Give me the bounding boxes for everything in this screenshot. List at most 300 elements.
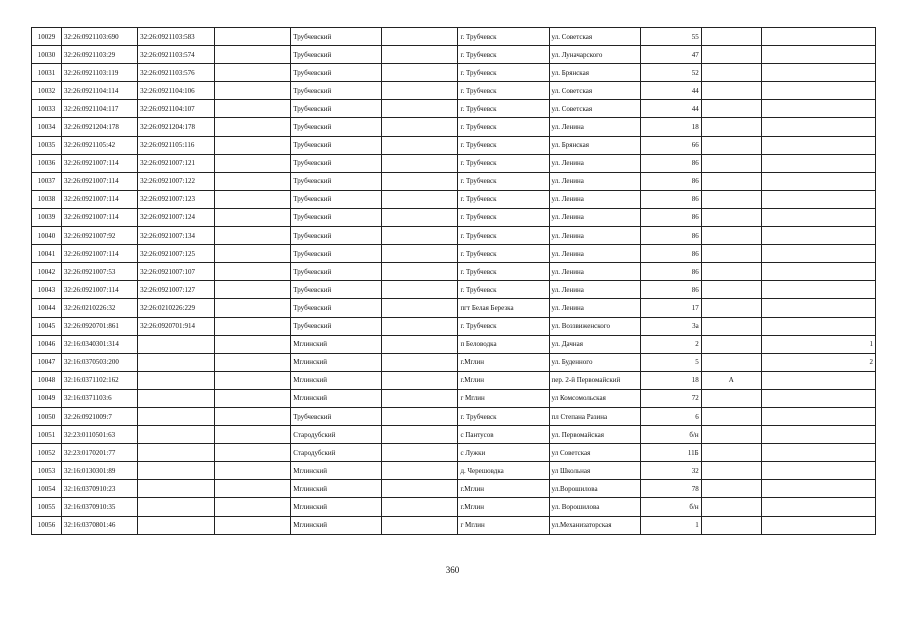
- cadastral-number-cell: 32:26:0210226:32: [62, 299, 138, 317]
- street-cell: ул. Ленина: [549, 245, 640, 263]
- empty-cell: [215, 136, 291, 154]
- cadastral-number-cell: 32:26:0921007:92: [62, 227, 138, 245]
- table-row: [32, 245, 876, 263]
- empty-cell: [382, 389, 458, 407]
- object-number-cell: 32:26:0921104:107: [138, 100, 215, 118]
- table-row: [32, 172, 876, 190]
- row-number-cell: 10040: [32, 227, 62, 245]
- row-number-cell: 10041: [32, 245, 62, 263]
- house-cell: 18: [640, 118, 701, 136]
- apartment-cell: [761, 208, 875, 226]
- empty-cell: [215, 480, 291, 498]
- settlement-cell: г. Трубчевск: [458, 28, 549, 46]
- street-cell: ул. Ленина: [549, 118, 640, 136]
- table-row: [32, 462, 876, 480]
- street-cell: ул Советская: [549, 444, 640, 462]
- house-cell: 86: [640, 154, 701, 172]
- row-number-cell: 10054: [32, 480, 62, 498]
- apartment-cell: 2: [761, 353, 875, 371]
- table-row: [32, 389, 876, 407]
- settlement-cell: г. Трубчевск: [458, 172, 549, 190]
- table-row: [32, 516, 876, 534]
- litera-cell: [701, 100, 761, 118]
- row-number-cell: 10033: [32, 100, 62, 118]
- litera-cell: [701, 82, 761, 100]
- district-cell: Трубчевский: [291, 100, 382, 118]
- row-number-cell: 10044: [32, 299, 62, 317]
- cadastral-number-cell: 32:26:0921007:114: [62, 172, 138, 190]
- apartment-cell: [761, 172, 875, 190]
- street-cell: ул. Луначарского: [549, 46, 640, 64]
- house-cell: 66: [640, 136, 701, 154]
- house-cell: 86: [640, 190, 701, 208]
- cadastral-number-cell: 32:26:0921007:114: [62, 208, 138, 226]
- empty-cell: [215, 46, 291, 64]
- empty-cell: [215, 208, 291, 226]
- table-row: [32, 371, 876, 389]
- settlement-cell: г. Трубчевск: [458, 118, 549, 136]
- apartment-cell: [761, 389, 875, 407]
- house-cell: 86: [640, 227, 701, 245]
- litera-cell: [701, 317, 761, 335]
- district-cell: Мглинский: [291, 480, 382, 498]
- register-table: [31, 27, 876, 535]
- row-number-cell: 10043: [32, 281, 62, 299]
- cadastral-number-cell: 32:26:0921103:690: [62, 28, 138, 46]
- table-row: [32, 118, 876, 136]
- row-number-cell: 10034: [32, 118, 62, 136]
- object-number-cell: [138, 498, 215, 516]
- apartment-cell: [761, 480, 875, 498]
- street-cell: ул. Ленина: [549, 299, 640, 317]
- row-number-cell: 10052: [32, 444, 62, 462]
- cadastral-number-cell: 32:26:0921104:114: [62, 82, 138, 100]
- cadastral-number-cell: 32:26:0921009:7: [62, 407, 138, 425]
- settlement-cell: г. Трубчевск: [458, 154, 549, 172]
- row-number-cell: 10046: [32, 335, 62, 353]
- apartment-cell: [761, 245, 875, 263]
- district-cell: Мглинский: [291, 389, 382, 407]
- street-cell: ул.Ворошилова: [549, 480, 640, 498]
- empty-cell: [215, 516, 291, 534]
- street-cell: ул Комсомольская: [549, 389, 640, 407]
- apartment-cell: [761, 516, 875, 534]
- settlement-cell: г.Мглин: [458, 498, 549, 516]
- empty-cell: [382, 299, 458, 317]
- litera-cell: [701, 281, 761, 299]
- empty-cell: [215, 64, 291, 82]
- apartment-cell: [761, 498, 875, 516]
- litera-cell: [701, 118, 761, 136]
- litera-cell: [701, 245, 761, 263]
- litera-cell: [701, 154, 761, 172]
- cadastral-number-cell: 32:26:0921007:53: [62, 263, 138, 281]
- cadastral-number-cell: 32:16:0370910:23: [62, 480, 138, 498]
- settlement-cell: п Беловодка: [458, 335, 549, 353]
- litera-cell: [701, 136, 761, 154]
- house-cell: 86: [640, 281, 701, 299]
- settlement-cell: г. Трубчевск: [458, 245, 549, 263]
- street-cell: ул. Ленина: [549, 281, 640, 299]
- table-row: [32, 208, 876, 226]
- house-cell: 86: [640, 263, 701, 281]
- empty-cell: [382, 498, 458, 516]
- object-number-cell: 32:26:0920701:914: [138, 317, 215, 335]
- street-cell: ул. Брянская: [549, 64, 640, 82]
- litera-cell: [701, 462, 761, 480]
- district-cell: Трубчевский: [291, 154, 382, 172]
- row-number-cell: 10037: [32, 172, 62, 190]
- object-number-cell: [138, 426, 215, 444]
- litera-cell: [701, 190, 761, 208]
- district-cell: Трубчевский: [291, 407, 382, 425]
- empty-cell: [215, 190, 291, 208]
- object-number-cell: [138, 371, 215, 389]
- table-row: [32, 281, 876, 299]
- cadastral-number-cell: 32:16:0371103:6: [62, 389, 138, 407]
- litera-cell: [701, 389, 761, 407]
- apartment-cell: [761, 46, 875, 64]
- empty-cell: [382, 208, 458, 226]
- litera-cell: [701, 498, 761, 516]
- street-cell: ул. Брянская: [549, 136, 640, 154]
- district-cell: Трубчевский: [291, 208, 382, 226]
- street-cell: ул. Ленина: [549, 172, 640, 190]
- row-number-cell: 10047: [32, 353, 62, 371]
- table-row: [32, 263, 876, 281]
- district-cell: Мглинский: [291, 335, 382, 353]
- settlement-cell: г. Трубчевск: [458, 407, 549, 425]
- street-cell: ул. Советская: [549, 28, 640, 46]
- apartment-cell: [761, 371, 875, 389]
- street-cell: пл Степана Разина: [549, 407, 640, 425]
- house-cell: 1: [640, 516, 701, 534]
- row-number-cell: 10032: [32, 82, 62, 100]
- apartment-cell: [761, 227, 875, 245]
- table-row: [32, 154, 876, 172]
- house-cell: б/н: [640, 426, 701, 444]
- empty-cell: [382, 371, 458, 389]
- row-number-cell: 10036: [32, 154, 62, 172]
- street-cell: ул. Ленина: [549, 154, 640, 172]
- apartment-cell: [761, 299, 875, 317]
- house-cell: 47: [640, 46, 701, 64]
- empty-cell: [382, 136, 458, 154]
- litera-cell: [701, 227, 761, 245]
- table-row: [32, 299, 876, 317]
- cadastral-number-cell: 32:16:0130301:89: [62, 462, 138, 480]
- empty-cell: [215, 227, 291, 245]
- house-cell: 86: [640, 245, 701, 263]
- settlement-cell: г. Трубчевск: [458, 190, 549, 208]
- object-number-cell: 32:26:0921103:576: [138, 64, 215, 82]
- object-number-cell: 32:26:0921007:127: [138, 281, 215, 299]
- table-row: [32, 227, 876, 245]
- empty-cell: [382, 245, 458, 263]
- street-cell: ул. Ленина: [549, 208, 640, 226]
- table-row: [32, 136, 876, 154]
- district-cell: Мглинский: [291, 498, 382, 516]
- street-cell: ул.Механизаторская: [549, 516, 640, 534]
- empty-cell: [382, 263, 458, 281]
- empty-cell: [215, 28, 291, 46]
- empty-cell: [215, 389, 291, 407]
- object-number-cell: [138, 480, 215, 498]
- district-cell: Мглинский: [291, 462, 382, 480]
- district-cell: Трубчевский: [291, 227, 382, 245]
- street-cell: ул. Ленина: [549, 227, 640, 245]
- house-cell: 55: [640, 28, 701, 46]
- empty-cell: [215, 353, 291, 371]
- table-row: [32, 46, 876, 64]
- settlement-cell: г.Мглин: [458, 480, 549, 498]
- settlement-cell: г. Трубчевск: [458, 208, 549, 226]
- cadastral-number-cell: 32:26:0921104:117: [62, 100, 138, 118]
- empty-cell: [382, 190, 458, 208]
- table-row: [32, 190, 876, 208]
- object-number-cell: [138, 444, 215, 462]
- object-number-cell: [138, 335, 215, 353]
- row-number-cell: 10031: [32, 64, 62, 82]
- house-cell: 17: [640, 299, 701, 317]
- empty-cell: [215, 263, 291, 281]
- litera-cell: [701, 172, 761, 190]
- table-row: [32, 407, 876, 425]
- litera-cell: [701, 480, 761, 498]
- litera-cell: [701, 426, 761, 444]
- street-cell: ул. Ленина: [549, 263, 640, 281]
- object-number-cell: 32:26:0921007:122: [138, 172, 215, 190]
- litera-cell: [701, 46, 761, 64]
- litera-cell: [701, 28, 761, 46]
- settlement-cell: с Пантусов: [458, 426, 549, 444]
- district-cell: Стародубский: [291, 426, 382, 444]
- litera-cell: [701, 335, 761, 353]
- apartment-cell: [761, 407, 875, 425]
- street-cell: ул. Дачная: [549, 335, 640, 353]
- apartment-cell: [761, 263, 875, 281]
- district-cell: Мглинский: [291, 516, 382, 534]
- empty-cell: [215, 444, 291, 462]
- row-number-cell: 10056: [32, 516, 62, 534]
- table-row: [32, 498, 876, 516]
- object-number-cell: [138, 389, 215, 407]
- house-cell: 86: [640, 172, 701, 190]
- empty-cell: [382, 100, 458, 118]
- empty-cell: [215, 100, 291, 118]
- object-number-cell: 32:26:0921007:124: [138, 208, 215, 226]
- settlement-cell: г. Трубчевск: [458, 82, 549, 100]
- settlement-cell: г.Мглин: [458, 353, 549, 371]
- street-cell: ул. Воззвиженского: [549, 317, 640, 335]
- empty-cell: [215, 407, 291, 425]
- settlement-cell: г. Трубчевск: [458, 263, 549, 281]
- empty-cell: [382, 227, 458, 245]
- row-number-cell: 10050: [32, 407, 62, 425]
- apartment-cell: [761, 154, 875, 172]
- apartment-cell: [761, 100, 875, 118]
- settlement-cell: г. Трубчевск: [458, 227, 549, 245]
- settlement-cell: г. Трубчевск: [458, 281, 549, 299]
- street-cell: ул. Буденного: [549, 353, 640, 371]
- table-row: [32, 28, 876, 46]
- empty-cell: [382, 444, 458, 462]
- empty-cell: [382, 28, 458, 46]
- empty-cell: [215, 299, 291, 317]
- object-number-cell: [138, 516, 215, 534]
- house-cell: б/н: [640, 498, 701, 516]
- cadastral-number-cell: 32:16:0340301:314: [62, 335, 138, 353]
- empty-cell: [215, 281, 291, 299]
- district-cell: Трубчевский: [291, 263, 382, 281]
- cadastral-number-cell: 32:16:0370503:200: [62, 353, 138, 371]
- empty-cell: [382, 335, 458, 353]
- empty-cell: [382, 426, 458, 444]
- house-cell: 6: [640, 407, 701, 425]
- empty-cell: [215, 82, 291, 100]
- house-cell: 11Б: [640, 444, 701, 462]
- litera-cell: [701, 353, 761, 371]
- cadastral-number-cell: 32:16:0371102:162: [62, 371, 138, 389]
- apartment-cell: [761, 118, 875, 136]
- settlement-cell: с Лужки: [458, 444, 549, 462]
- empty-cell: [382, 82, 458, 100]
- object-number-cell: 32:26:0921007:123: [138, 190, 215, 208]
- litera-cell: А: [701, 371, 761, 389]
- house-cell: 44: [640, 82, 701, 100]
- empty-cell: [215, 426, 291, 444]
- table-row: [32, 444, 876, 462]
- empty-cell: [382, 118, 458, 136]
- settlement-cell: г.Мглин: [458, 371, 549, 389]
- cadastral-number-cell: 32:26:0921103:29: [62, 46, 138, 64]
- row-number-cell: 10051: [32, 426, 62, 444]
- litera-cell: [701, 516, 761, 534]
- district-cell: Трубчевский: [291, 118, 382, 136]
- settlement-cell: г Мглин: [458, 516, 549, 534]
- house-cell: 72: [640, 389, 701, 407]
- apartment-cell: [761, 82, 875, 100]
- apartment-cell: [761, 28, 875, 46]
- apartment-cell: 1: [761, 335, 875, 353]
- empty-cell: [382, 317, 458, 335]
- table-row: [32, 64, 876, 82]
- object-number-cell: 32:26:0921103:583: [138, 28, 215, 46]
- house-cell: 44: [640, 100, 701, 118]
- table-row: [32, 426, 876, 444]
- page-number: 360: [445, 565, 460, 575]
- row-number-cell: 10035: [32, 136, 62, 154]
- empty-cell: [215, 172, 291, 190]
- street-cell: ул. Первомайская: [549, 426, 640, 444]
- street-cell: ул Школьная: [549, 462, 640, 480]
- settlement-cell: г. Трубчевск: [458, 64, 549, 82]
- object-number-cell: 32:26:0921104:106: [138, 82, 215, 100]
- object-number-cell: [138, 462, 215, 480]
- row-number-cell: 10053: [32, 462, 62, 480]
- settlement-cell: г. Трубчевск: [458, 136, 549, 154]
- street-cell: ул. Ворошилова: [549, 498, 640, 516]
- house-cell: 32: [640, 462, 701, 480]
- apartment-cell: [761, 190, 875, 208]
- cadastral-number-cell: 32:26:0921007:114: [62, 190, 138, 208]
- empty-cell: [382, 154, 458, 172]
- row-number-cell: 10048: [32, 371, 62, 389]
- table-row: [32, 335, 876, 353]
- empty-cell: [215, 371, 291, 389]
- apartment-cell: [761, 136, 875, 154]
- house-cell: 86: [640, 208, 701, 226]
- row-number-cell: 10055: [32, 498, 62, 516]
- empty-cell: [382, 172, 458, 190]
- district-cell: Трубчевский: [291, 82, 382, 100]
- object-number-cell: [138, 353, 215, 371]
- apartment-cell: [761, 64, 875, 82]
- district-cell: Трубчевский: [291, 245, 382, 263]
- district-cell: Мглинский: [291, 371, 382, 389]
- house-cell: 3а: [640, 317, 701, 335]
- street-cell: ул. Советская: [549, 100, 640, 118]
- cadastral-number-cell: 32:26:0921103:119: [62, 64, 138, 82]
- house-cell: 78: [640, 480, 701, 498]
- district-cell: Трубчевский: [291, 317, 382, 335]
- apartment-cell: [761, 426, 875, 444]
- district-cell: Стародубский: [291, 444, 382, 462]
- empty-cell: [382, 46, 458, 64]
- settlement-cell: г. Трубчевск: [458, 317, 549, 335]
- object-number-cell: 32:26:0210226:229: [138, 299, 215, 317]
- cadastral-number-cell: 32:26:0921007:114: [62, 245, 138, 263]
- litera-cell: [701, 64, 761, 82]
- empty-cell: [215, 498, 291, 516]
- row-number-cell: 10029: [32, 28, 62, 46]
- district-cell: Трубчевский: [291, 281, 382, 299]
- cadastral-number-cell: 32:26:0921007:114: [62, 281, 138, 299]
- house-cell: 18: [640, 371, 701, 389]
- table-row: [32, 317, 876, 335]
- empty-cell: [215, 462, 291, 480]
- house-cell: 2: [640, 335, 701, 353]
- empty-cell: [382, 407, 458, 425]
- row-number-cell: 10030: [32, 46, 62, 64]
- litera-cell: [701, 299, 761, 317]
- district-cell: Мглинский: [291, 353, 382, 371]
- street-cell: ул. Ленина: [549, 190, 640, 208]
- cadastral-number-cell: 32:16:0370910:35: [62, 498, 138, 516]
- district-cell: Трубчевский: [291, 64, 382, 82]
- district-cell: Трубчевский: [291, 136, 382, 154]
- empty-cell: [382, 462, 458, 480]
- empty-cell: [382, 64, 458, 82]
- house-cell: 52: [640, 64, 701, 82]
- settlement-cell: г. Трубчевск: [458, 46, 549, 64]
- cadastral-number-cell: 32:23:0170201:77: [62, 444, 138, 462]
- cadastral-number-cell: 32:16:0370801:46: [62, 516, 138, 534]
- row-number-cell: 10039: [32, 208, 62, 226]
- object-number-cell: 32:26:0921204:178: [138, 118, 215, 136]
- table-body: [32, 28, 876, 535]
- empty-cell: [382, 516, 458, 534]
- litera-cell: [701, 407, 761, 425]
- district-cell: Трубчевский: [291, 172, 382, 190]
- cadastral-number-cell: 32:26:0920701:861: [62, 317, 138, 335]
- cadastral-number-cell: 32:26:0921007:114: [62, 154, 138, 172]
- table-row: [32, 82, 876, 100]
- object-number-cell: 32:26:0921103:574: [138, 46, 215, 64]
- object-number-cell: 32:26:0921007:134: [138, 227, 215, 245]
- empty-cell: [382, 480, 458, 498]
- empty-cell: [215, 245, 291, 263]
